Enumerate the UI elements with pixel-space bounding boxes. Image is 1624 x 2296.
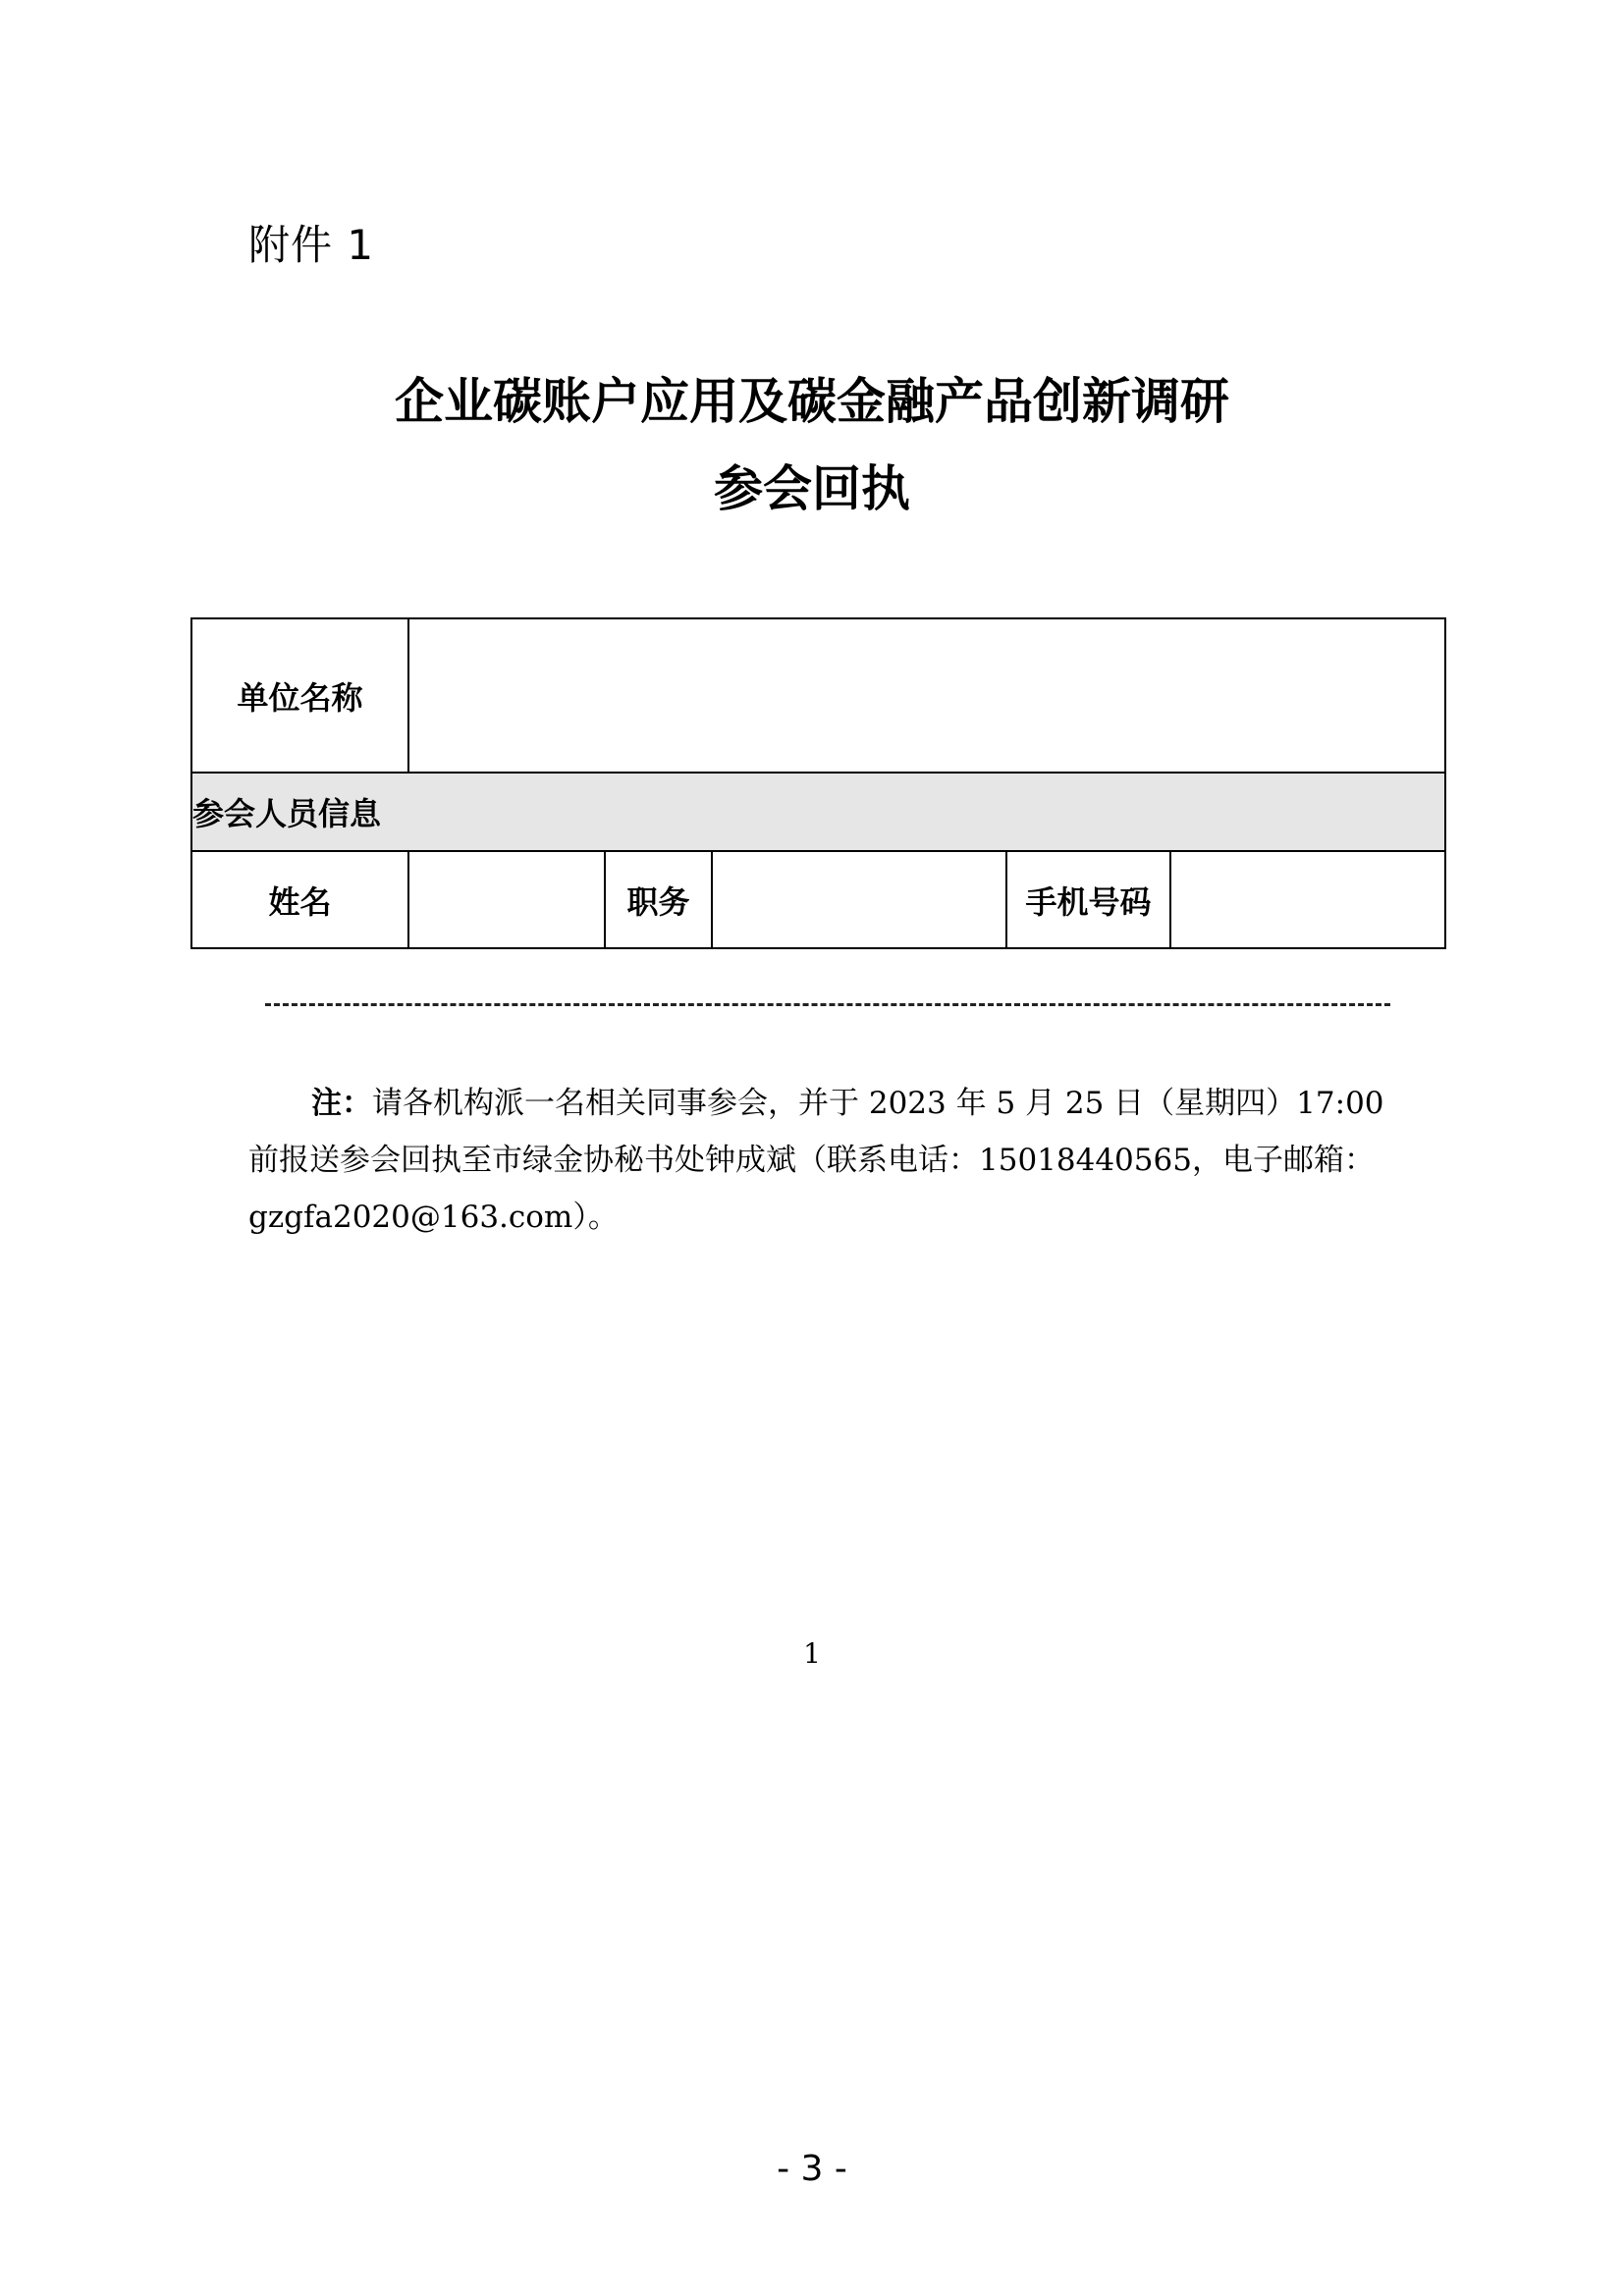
phone-label: 手机号码: [1006, 851, 1170, 948]
attachment-label: 附件 1: [248, 221, 375, 269]
unit-name-row: [191, 618, 1445, 773]
document-subtitle: 参会回执: [714, 460, 910, 517]
name-label: 姓名: [191, 851, 408, 948]
position-label: 职务: [605, 851, 712, 948]
document-title: 企业碳账户应用及碳金融产品创新调研: [395, 373, 1229, 430]
note-paragraph: [248, 1075, 1387, 1246]
attendee-info-row: [191, 773, 1445, 851]
name-field[interactable]: [408, 851, 605, 948]
attendee-row: [191, 851, 1445, 948]
registration-form-table: [190, 617, 1446, 949]
unit-name-field[interactable]: [408, 618, 1445, 773]
note-label: 注：: [311, 1086, 372, 1121]
phone-field[interactable]: [1170, 851, 1445, 948]
cut-line-divider: [265, 1003, 1390, 1006]
unit-name-label: 单位名称: [191, 618, 408, 773]
attendee-info-label: 参会人员信息: [191, 773, 1445, 851]
inner-page-number: 1: [803, 1637, 821, 1670]
note-text: 请各机构派一名相关同事参会，并于 2023 年 5 月 25 日（星期四）17:00 前报送参会回执至市绿金协秘书处钟成斌（联系电话：15018440565，电子邮箱：gzgfa2020@163.com）。: [248, 1086, 1384, 1235]
position-field[interactable]: [712, 851, 1006, 948]
page-number: - 3 -: [777, 2149, 847, 2189]
